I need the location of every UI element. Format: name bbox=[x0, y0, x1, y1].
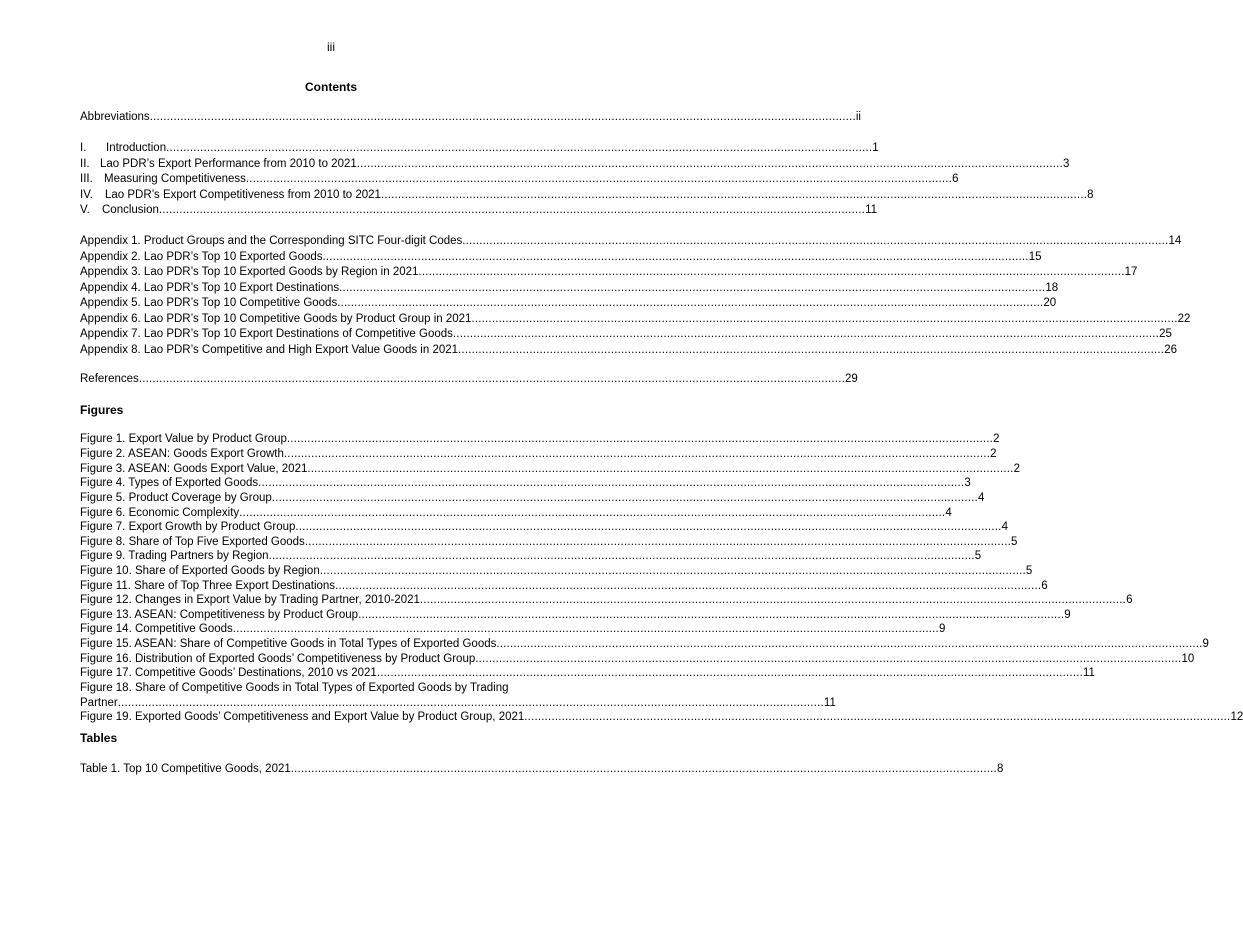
toc-entry-label: Appendix 7. Lao PDR’s Top 10 Export Destinations of Competitive Goods bbox=[80, 328, 453, 340]
toc-entry-abbreviations[interactable] bbox=[80, 110, 861, 125]
toc-leader bbox=[357, 157, 1063, 172]
toc-entry-figure[interactable] bbox=[80, 593, 1133, 608]
toc-entry-figure[interactable] bbox=[80, 549, 982, 564]
toc-entry-label-continuation: Partner bbox=[80, 697, 118, 709]
toc-leader bbox=[239, 506, 945, 521]
toc-entry-figure[interactable] bbox=[80, 608, 1071, 623]
toc-page-number: 6 bbox=[1041, 580, 1048, 592]
toc-leader bbox=[418, 265, 1124, 280]
toc-entry-figure[interactable] bbox=[80, 491, 985, 506]
toc-entry-chapter[interactable] bbox=[80, 203, 878, 218]
toc-page-number: 2 bbox=[990, 448, 997, 460]
toc-leader bbox=[118, 696, 824, 711]
toc-page-number: 8 bbox=[1087, 189, 1094, 201]
toc-leader bbox=[305, 535, 1011, 550]
toc-entry-figure[interactable] bbox=[80, 622, 946, 637]
toc-leader bbox=[524, 710, 1230, 725]
toc-page-number: 11 bbox=[865, 204, 878, 216]
toc-page-number: 9 bbox=[1064, 609, 1071, 621]
toc-leader bbox=[420, 593, 1126, 608]
toc-leader bbox=[358, 608, 1064, 623]
toc-entry-label: Figure 17. Competitive Goods’ Destinations, 2010 vs 2021 bbox=[80, 667, 377, 679]
toc-entry-figure[interactable] bbox=[80, 520, 1008, 535]
toc-entry-label: Lao PDR’s Export Competitiveness from 2010 to 2021 bbox=[105, 189, 381, 201]
toc-entry-figure[interactable] bbox=[80, 710, 1243, 725]
toc-page-number: 6 bbox=[1126, 594, 1133, 606]
toc-page-number: 11 bbox=[823, 697, 836, 709]
toc-page-number: 5 bbox=[1011, 536, 1018, 548]
toc-page-number: 2 bbox=[1013, 463, 1020, 475]
toc-entry-label: Figure 10. Share of Exported Goods by Region bbox=[80, 565, 320, 577]
toc-entry-label: Introduction bbox=[106, 142, 167, 154]
toc-entry-appendix[interactable] bbox=[80, 234, 1182, 249]
toc-leader bbox=[337, 296, 1043, 311]
toc-leader bbox=[496, 637, 1202, 652]
toc-leader bbox=[295, 520, 1001, 535]
page-number: iii bbox=[327, 40, 335, 54]
toc-leader bbox=[335, 579, 1041, 594]
toc-leader bbox=[291, 762, 997, 777]
toc-leader bbox=[462, 234, 1168, 249]
toc-entry-label: Measuring Competitiveness bbox=[104, 173, 246, 185]
toc-page-number: 22 bbox=[1177, 313, 1191, 325]
toc-leader bbox=[475, 652, 1181, 667]
toc-entry-label: Figure 4. Types of Exported Goods bbox=[80, 477, 259, 489]
toc-page-number: 2 bbox=[993, 433, 1000, 445]
toc-leader bbox=[139, 372, 845, 387]
toc-entry-appendix[interactable] bbox=[80, 265, 1138, 280]
toc-page-number: 14 bbox=[1168, 235, 1182, 247]
toc-entry-appendix[interactable] bbox=[80, 327, 1172, 342]
toc-entry-table[interactable] bbox=[80, 762, 1004, 777]
toc-entry-references[interactable] bbox=[80, 372, 858, 387]
toc-page-number: 15 bbox=[1028, 251, 1042, 263]
toc-page-number: 25 bbox=[1159, 328, 1172, 340]
toc-entry-figure[interactable] bbox=[80, 506, 952, 521]
toc-entry-chapter[interactable] bbox=[80, 157, 1070, 172]
toc-entry-chapter[interactable] bbox=[80, 188, 1094, 203]
toc-page-number: 29 bbox=[845, 373, 858, 385]
toc-page-number: ii bbox=[855, 111, 861, 123]
toc-entry-figure[interactable] bbox=[80, 579, 1048, 594]
chapter-number: III. bbox=[80, 173, 93, 185]
toc-leader bbox=[272, 491, 978, 506]
toc-entry-appendix[interactable] bbox=[80, 250, 1042, 265]
toc-page-number: 6 bbox=[952, 173, 959, 185]
toc-leader bbox=[233, 622, 939, 637]
toc-entry-appendix[interactable] bbox=[80, 312, 1191, 327]
toc-page-number: 12 bbox=[1230, 711, 1243, 723]
toc-entry-figure[interactable] bbox=[80, 432, 1000, 447]
toc-entry-label: Figure 1. Export Value by Product Group bbox=[80, 433, 287, 445]
toc-leader bbox=[269, 549, 975, 564]
toc-page-number: 5 bbox=[974, 550, 982, 562]
toc-entry-label: Figure 2. ASEAN: Goods Export Growth bbox=[80, 448, 284, 460]
toc-entry-label: Figure 3. ASEAN: Goods Export Value, 2021 bbox=[80, 463, 308, 475]
toc-entry-label: Appendix 8. Lao PDR’s Competitive and High Export Value Goods in 2021 bbox=[80, 344, 459, 356]
toc-entry-label: Figure 18. Share of Competitive Goods in Total Types of Exported Goods by Trading bbox=[80, 682, 509, 694]
toc-entry-label: Figure 12. Changes in Export Value by Trading Partner, 2010-2021 bbox=[80, 594, 420, 606]
tables-heading: Tables bbox=[80, 731, 118, 745]
toc-page-number: 10 bbox=[1181, 653, 1195, 665]
toc-entry-figure[interactable] bbox=[80, 476, 971, 491]
toc-leader bbox=[471, 312, 1177, 327]
toc-entry-appendix[interactable] bbox=[80, 281, 1059, 296]
toc-leader bbox=[377, 666, 1083, 681]
toc-page-number: 18 bbox=[1045, 282, 1059, 294]
toc-leader bbox=[307, 462, 1013, 477]
toc-entry-figure[interactable] bbox=[80, 447, 997, 462]
toc-entry-appendix[interactable] bbox=[80, 343, 1178, 358]
toc-leader bbox=[323, 250, 1029, 265]
toc-entry-label: Figure 19. Exported Goods’ Competitiveness and Export Value by Product Group, 2021 bbox=[80, 711, 525, 723]
toc-entry-label: Appendix 4. Lao PDR’s Top 10 Export Destinations bbox=[80, 282, 340, 294]
toc-page-number: 11 bbox=[1083, 667, 1095, 679]
toc-entry-label: Appendix 6. Lao PDR’s Top 10 Competitive Goods by Product Group in 2021 bbox=[80, 313, 472, 325]
toc-entry-label: Appendix 5. Lao PDR’s Top 10 Competitive Goods bbox=[80, 297, 338, 309]
toc-leader bbox=[320, 564, 1026, 579]
toc-leader bbox=[453, 327, 1159, 342]
toc-entry-label: References bbox=[80, 373, 139, 385]
figures-heading: Figures bbox=[80, 403, 124, 417]
chapter-number: IV. bbox=[80, 189, 94, 201]
toc-leader bbox=[284, 447, 990, 462]
toc-entry-figure[interactable] bbox=[80, 535, 1018, 550]
chapter-number: V. bbox=[80, 204, 90, 216]
toc-page-number: 9 bbox=[938, 623, 946, 635]
toc-page-number: 3 bbox=[964, 477, 971, 489]
toc-leader bbox=[150, 110, 856, 125]
toc-entry-appendix[interactable] bbox=[80, 296, 1057, 311]
toc-entry-figure[interactable] bbox=[80, 637, 1209, 652]
toc-leader bbox=[287, 432, 993, 447]
toc-entry-figure[interactable] bbox=[80, 652, 1195, 667]
toc-entry-label: Abbreviations bbox=[80, 111, 150, 123]
toc-leader bbox=[381, 188, 1087, 203]
toc-entry-figure[interactable] bbox=[80, 681, 836, 711]
toc-entry-label: Figure 14. Competitive Goods bbox=[80, 623, 233, 635]
toc-entry-chapter[interactable] bbox=[80, 172, 959, 187]
toc-entry-label: Appendix 3. Lao PDR’s Top 10 Exported Goods by Region in 2021 bbox=[80, 266, 419, 278]
toc-entry-label: Figure 5. Product Coverage by Group bbox=[80, 492, 272, 504]
toc-entry-chapter[interactable] bbox=[80, 141, 879, 156]
toc-entry-label: Appendix 2. Lao PDR’s Top 10 Exported Goods bbox=[80, 251, 323, 263]
toc-entry-label: Figure 8. Share of Top Five Exported Goods bbox=[80, 536, 305, 548]
toc-leader bbox=[339, 281, 1045, 296]
toc-entry-label: Figure 15. ASEAN: Share of Competitive Goods in Total Types of Exported Goods bbox=[80, 638, 497, 650]
toc-entry-label: Conclusion bbox=[102, 204, 159, 216]
toc-entry-label: Figure 11. Share of Top Three Export Destinations bbox=[80, 580, 336, 592]
toc-entry-label: Appendix 1. Product Groups and the Corresponding SITC Four-digit Codes bbox=[80, 235, 463, 247]
toc-entry-label: Figure 7. Export Growth by Product Group bbox=[80, 521, 296, 533]
toc-page-number: 4 bbox=[1001, 521, 1008, 533]
toc-page-number: 5 bbox=[1025, 565, 1033, 577]
toc-page-number: 20 bbox=[1043, 297, 1057, 309]
toc-entry-label: Figure 13. ASEAN: Competitiveness by Product Group bbox=[80, 609, 359, 621]
toc-page-number: 9 bbox=[1202, 638, 1209, 650]
toc-entry-figure[interactable] bbox=[80, 666, 1095, 681]
toc-page-number: 4 bbox=[977, 492, 985, 504]
toc-leader bbox=[159, 203, 865, 218]
toc-leader bbox=[458, 343, 1164, 358]
toc-leader bbox=[246, 172, 952, 187]
toc-entry-label: Figure 16. Distribution of Exported Goods’ Competitiveness by Product Group bbox=[80, 653, 476, 665]
toc-page-number: 17 bbox=[1124, 266, 1138, 278]
toc-page-number: 8 bbox=[996, 763, 1004, 775]
toc-page-number: 1 bbox=[872, 142, 879, 154]
toc-page-number: 4 bbox=[945, 507, 952, 519]
toc-leader bbox=[258, 476, 964, 491]
chapter-number: II. bbox=[80, 158, 90, 170]
chapter-number: I. bbox=[80, 142, 87, 154]
toc-entry-figure[interactable] bbox=[80, 462, 1020, 477]
toc-page-number: 26 bbox=[1164, 344, 1178, 356]
page-title: Contents bbox=[305, 80, 357, 94]
toc-entry-figure[interactable] bbox=[80, 564, 1033, 579]
toc-leader bbox=[166, 141, 872, 156]
toc-entry-label: Table 1. Top 10 Competitive Goods, 2021 bbox=[80, 763, 291, 775]
toc-entry-label: Figure 9. Trading Partners by Region bbox=[80, 550, 269, 562]
toc-entry-label: Figure 6. Economic Complexity bbox=[80, 507, 240, 519]
toc-page-number: 3 bbox=[1062, 158, 1070, 170]
toc-entry-label: Lao PDR’s Export Performance from 2010 to 2021 bbox=[100, 158, 357, 170]
